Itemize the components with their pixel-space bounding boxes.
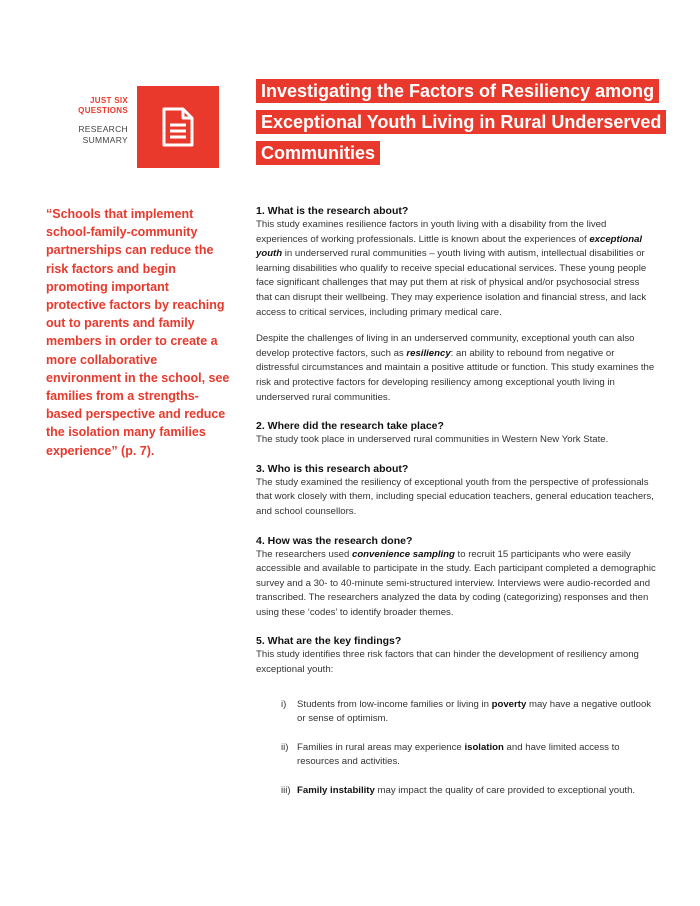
risk-factor-list [256, 698, 656, 799]
logo-box [137, 86, 219, 168]
list-item-number: iii) [281, 785, 291, 797]
section-paragraph: This study examines resilience factors in youth living with a disability from the lived experiences of working professionals. Little is known about the experiences of exceptional youth in underserved rural communities – youth living with autism, intellectual disabilities or learning disabilities who qualify to receive special educational services. These young people face significant challenges that may put them at risk of physical and/or psychosocial stress that can disrupt their wellbeing. They may experience isolation and financial stress, and lack access to critical services, including primary medical care. [256, 219, 647, 318]
section-heading: 4. How was the research done? [256, 534, 413, 547]
list-item-number: ii) [281, 741, 289, 753]
section-heading: 2. Where did the research take place? [256, 420, 444, 433]
series-branding [62, 96, 128, 146]
list-item-number: i) [281, 698, 287, 710]
main-content [256, 204, 656, 799]
series-name: JUST SIX QUESTIONS [78, 96, 128, 115]
title-line-2: Exceptional Youth Living in Rural Underserved [256, 110, 666, 134]
section-research-location [256, 419, 656, 448]
term-convenience-sampling: convenience sampling [351, 548, 455, 560]
list-item: ii) Families in rural areas may experience isolation and have limited access to resources and activities. [281, 741, 620, 768]
risk-term: Family instability [297, 785, 375, 797]
risk-term: isolation [464, 741, 504, 753]
document-icon [161, 106, 195, 148]
section-research-subjects [256, 462, 656, 520]
section-paragraph: The study took place in underserved rural communities in Western New York State. [256, 434, 609, 446]
pull-quote: “Schools that implement school-family-community partnerships can reduce the risk factors and begin promoting important protective factors by reaching out to parents and family members in order to create a more collaborative environment in the school, see families from a strengths-based perspective and reduce the isolation many families experience” (p. 7). [46, 207, 230, 458]
title-line-3: Communities [256, 141, 380, 165]
section-paragraph: Despite the challenges of living in an underserved community, exceptional youth can also develop protective factors, such as resiliency: an ability to rebound from negative or distressful circumstances and maintain a positive attitude or function. This study examines the risk and protective factors for developing resiliency among exceptional youth living in underserved rural communities. [256, 333, 655, 403]
section-paragraph: This study identifies three risk factors that can hinder the development of resiliency among exceptional youth: [256, 649, 639, 676]
section-heading: 5. What are the key findings? [256, 635, 402, 648]
page-title [256, 79, 676, 172]
section-key-findings [256, 634, 656, 798]
section-paragraph: The researchers used convenience sampling to recruit 15 participants who were easily accessible and available to participate in the study. Each participant completed a demographic survey and a 30- to 40-minute semi-structured interview. Interviews were audio-recorded and transcribed. The researchers analyzed the data by coding (categorizing) responses and then using these ‘codes’ to identify broader themes. [256, 548, 656, 618]
section-heading: 1. What is the research about? [256, 205, 409, 217]
title-line-1: Investigating the Factors of Resiliency among [256, 79, 659, 103]
section-research-about [256, 204, 656, 405]
risk-term: poverty [491, 698, 527, 710]
section-research-method [256, 534, 656, 621]
list-item: i) Students from low-income families or living in poverty may have a negative outlook or sense of optimism. [281, 698, 652, 725]
document-kind: RESEARCH SUMMARY [78, 124, 128, 145]
term-resiliency: resiliency [406, 347, 451, 359]
section-heading: 3. Who is this research about? [256, 462, 409, 475]
section-paragraph: The study examined the resiliency of exceptional youth from the perspective of professionals that work closely with them, including special education teachers, general education teachers, and school counsellors. [256, 476, 654, 517]
list-item: iii) Family instability may impact the quality of care provided to exceptional youth. [256, 784, 656, 799]
term-exceptional-youth: exceptional youth [256, 233, 643, 260]
